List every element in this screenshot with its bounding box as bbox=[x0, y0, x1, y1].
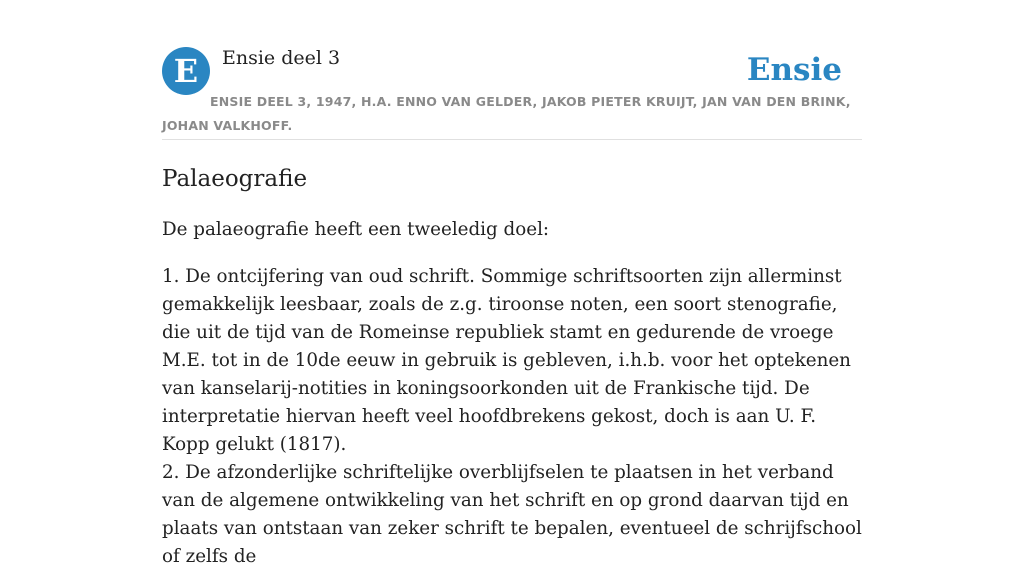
article-intro: De palaeografie heeft een tweeledig doel: bbox=[162, 219, 550, 240]
article-paragraph: 2. De afzonderlijke schriftelijke overblijfselen te plaatsen in het verband van de algemene ontwikkeling van het schrift en op grond daarvan tijd en plaats van ontstaan van zeker schrift te bepalen, eventueel de schrijfschool of zelfs de bbox=[162, 462, 862, 567]
book-title[interactable]: Ensie deel 3 bbox=[222, 47, 341, 69]
article-title: Palaeografie bbox=[162, 166, 308, 192]
ensie-logo-icon[interactable]: E bbox=[162, 47, 210, 95]
header-divider bbox=[162, 139, 862, 140]
article-paragraph: 1. De ontcijfering van oud schrift. Sommige schriftsoorten zijn allerminst gemakkelijk leesbaar, zoals de z.g. tiroonse noten, een soort stenografie, die uit de tijd van de Romeinse republiek stamt en gedurende de vroege M.E. tot in de 10de eeuw in gebruik is gebleven, i.h.b. voor het optekenen van kanselarij-notities in koningsoorkonden uit de Frankische tijd. De interpretatie hiervan heeft veel hoofdbrekens gekost, doch is aan U. F. Kopp gelukt (1817). bbox=[162, 266, 851, 455]
brand-logo[interactable]: Ensie bbox=[746, 52, 842, 88]
book-meta: ENSIE DEEL 3, 1947, H.A. ENNO VAN GELDER, JAKOB PIETER KRUIJT, JAN VAN DEN BRINK, JOHAN VALKHOFF. bbox=[162, 94, 851, 133]
article-body bbox=[162, 216, 862, 571]
